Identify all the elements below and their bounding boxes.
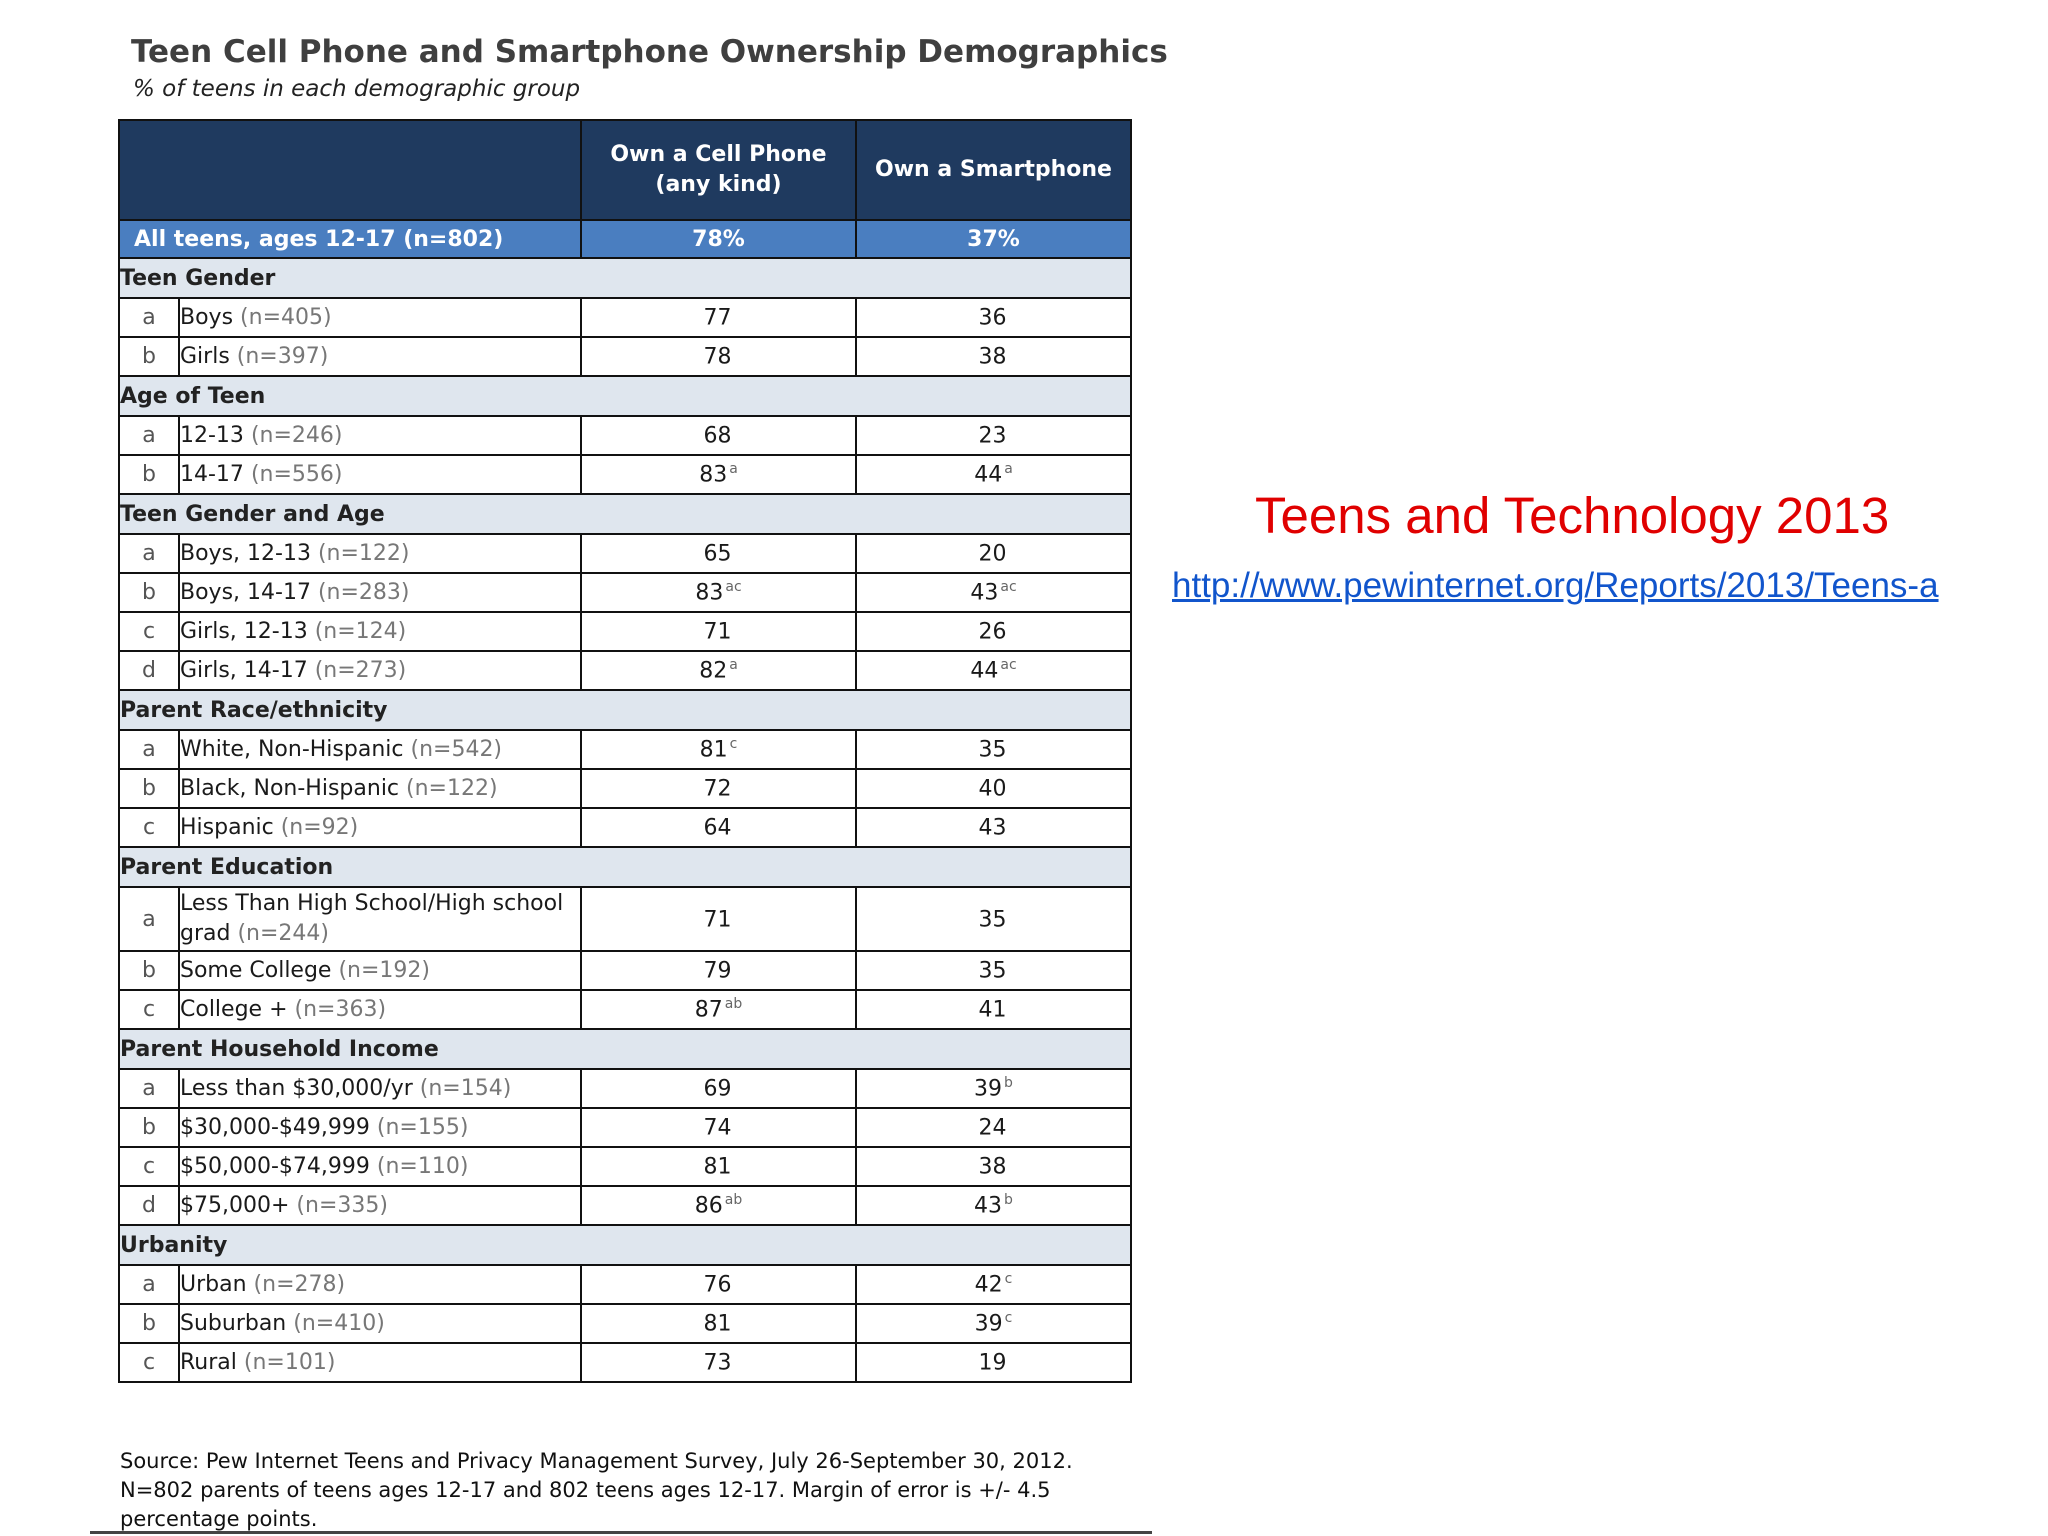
row-sample-size: (n=122) bbox=[317, 540, 410, 566]
cell-phone-value: 72 bbox=[703, 776, 732, 802]
row-label: Less than $30,000/yr bbox=[180, 1075, 413, 1101]
row-label: Boys bbox=[180, 304, 234, 330]
smartphone-value-cell bbox=[856, 769, 1131, 808]
section-title: Parent Household Income bbox=[119, 1029, 1131, 1069]
row-sample-size: (n=283) bbox=[317, 579, 410, 605]
row-letter: c bbox=[119, 612, 179, 651]
row-label-cell bbox=[179, 730, 581, 769]
row-sample-size: (n=397) bbox=[236, 343, 329, 369]
significance-superscript: ab bbox=[724, 996, 743, 1013]
row-sample-size: (n=101) bbox=[243, 1349, 336, 1375]
cell-phone-value: 68 bbox=[703, 423, 732, 449]
smartphone-value-cell bbox=[856, 455, 1131, 494]
cell-phone-value-cell bbox=[581, 951, 856, 990]
cell-phone-value: 78 bbox=[703, 344, 732, 370]
table-row bbox=[119, 298, 1131, 337]
smartphone-value-cell bbox=[856, 1343, 1131, 1382]
significance-superscript: a bbox=[729, 461, 738, 478]
cell-phone-value: 65 bbox=[703, 541, 732, 567]
row-label-cell bbox=[179, 769, 581, 808]
section-title: Age of Teen bbox=[119, 376, 1131, 416]
significance-superscript: b bbox=[1004, 1192, 1013, 1209]
row-letter: a bbox=[119, 887, 179, 951]
row-label-cell bbox=[179, 1108, 581, 1147]
row-sample-size: (n=246) bbox=[250, 422, 343, 448]
row-label: Girls, 14-17 bbox=[180, 657, 308, 683]
row-letter: c bbox=[119, 1343, 179, 1382]
smartphone-value: 43 bbox=[974, 1193, 1003, 1219]
row-label: Hispanic bbox=[180, 814, 274, 840]
table-row bbox=[119, 1343, 1131, 1382]
cell-phone-value-cell bbox=[581, 769, 856, 808]
row-label: Girls, 12-13 bbox=[180, 618, 308, 644]
cell-phone-value: 81 bbox=[703, 1311, 732, 1337]
row-sample-size: (n=92) bbox=[280, 814, 359, 840]
smartphone-value-cell bbox=[856, 990, 1131, 1029]
section-header-row bbox=[119, 847, 1131, 887]
smartphone-value: 43 bbox=[978, 815, 1007, 841]
table-row bbox=[119, 951, 1131, 990]
cell-phone-value-cell bbox=[581, 298, 856, 337]
smartphone-value: 40 bbox=[978, 776, 1007, 802]
row-label: Boys, 12-13 bbox=[180, 540, 311, 566]
cell-phone-value: 81 bbox=[699, 737, 728, 763]
cell-phone-value: 71 bbox=[703, 619, 732, 645]
smartphone-value: 43 bbox=[970, 580, 999, 606]
smartphone-value-cell bbox=[856, 416, 1131, 455]
row-label: White, Non-Hispanic bbox=[180, 736, 404, 762]
row-label: $50,000-$74,999 bbox=[180, 1153, 370, 1179]
row-label-cell bbox=[179, 612, 581, 651]
row-sample-size: (n=124) bbox=[314, 618, 407, 644]
cell-phone-value-cell bbox=[581, 1108, 856, 1147]
smartphone-value-cell bbox=[856, 1108, 1131, 1147]
cell-phone-value-cell bbox=[581, 612, 856, 651]
significance-superscript: a bbox=[1004, 461, 1013, 478]
row-label-cell bbox=[179, 808, 581, 847]
table-row bbox=[119, 337, 1131, 376]
smartphone-value-cell bbox=[856, 573, 1131, 612]
table-row bbox=[119, 808, 1131, 847]
row-label-cell bbox=[179, 573, 581, 612]
cell-phone-value: 69 bbox=[703, 1076, 732, 1102]
smartphone-value: 24 bbox=[978, 1115, 1007, 1141]
row-label-cell bbox=[179, 1265, 581, 1304]
cell-phone-value-cell bbox=[581, 1186, 856, 1225]
row-label: Suburban bbox=[180, 1310, 287, 1336]
cell-phone-value: 74 bbox=[703, 1115, 732, 1141]
row-label-cell bbox=[179, 416, 581, 455]
significance-superscript: ac bbox=[1000, 657, 1017, 674]
significance-superscript: c bbox=[729, 736, 738, 753]
row-sample-size: (n=363) bbox=[294, 996, 387, 1022]
row-label: College + bbox=[180, 996, 288, 1022]
row-label: $30,000-$49,999 bbox=[180, 1114, 370, 1140]
row-sample-size: (n=335) bbox=[296, 1192, 388, 1218]
row-label: 14-17 bbox=[180, 461, 244, 487]
row-label-cell bbox=[179, 455, 581, 494]
smartphone-value: 23 bbox=[978, 423, 1007, 449]
smartphone-value: 35 bbox=[978, 907, 1007, 933]
cell-phone-value: 64 bbox=[703, 815, 732, 841]
row-label-cell bbox=[179, 651, 581, 690]
cell-phone-value-cell bbox=[581, 416, 856, 455]
column-header-cell-phone: Own a Cell Phone (any kind) bbox=[581, 120, 856, 220]
row-sample-size: (n=154) bbox=[419, 1075, 512, 1101]
smartphone-value: 35 bbox=[978, 958, 1007, 984]
table-row bbox=[119, 1069, 1131, 1108]
row-letter: a bbox=[119, 730, 179, 769]
smartphone-value: 36 bbox=[978, 305, 1007, 331]
row-sample-size: (n=278) bbox=[253, 1271, 346, 1297]
cell-phone-value-cell bbox=[581, 730, 856, 769]
cell-phone-value-cell bbox=[581, 573, 856, 612]
row-letter: c bbox=[119, 990, 179, 1029]
row-label-cell bbox=[179, 1343, 581, 1382]
row-letter: d bbox=[119, 651, 179, 690]
section-header-row bbox=[119, 690, 1131, 730]
cell-phone-value-cell bbox=[581, 455, 856, 494]
row-sample-size: (n=192) bbox=[338, 957, 431, 983]
row-label-cell bbox=[179, 951, 581, 990]
cell-phone-value: 87 bbox=[694, 997, 723, 1023]
row-letter: a bbox=[119, 298, 179, 337]
row-letter: c bbox=[119, 808, 179, 847]
cell-phone-value: 83 bbox=[695, 580, 724, 606]
row-label-cell bbox=[179, 990, 581, 1029]
smartphone-value-cell bbox=[856, 612, 1131, 651]
column-header-smartphone: Own a Smartphone bbox=[856, 120, 1131, 220]
smartphone-value-cell bbox=[856, 1265, 1131, 1304]
smartphone-value: 44 bbox=[974, 462, 1003, 488]
cell-phone-value: 79 bbox=[703, 958, 732, 984]
cell-phone-value-cell bbox=[581, 651, 856, 690]
slide-heading: Teens and Technology 2013 bbox=[1255, 487, 1890, 544]
row-label-cell bbox=[179, 1069, 581, 1108]
row-sample-size: (n=122) bbox=[406, 775, 498, 801]
row-sample-size: (n=110) bbox=[376, 1153, 469, 1179]
row-label-cell bbox=[179, 1147, 581, 1186]
row-letter: b bbox=[119, 337, 179, 376]
cell-phone-value-cell bbox=[581, 990, 856, 1029]
section-header-row bbox=[119, 258, 1131, 298]
significance-superscript: b bbox=[1004, 1075, 1013, 1092]
row-sample-size: (n=155) bbox=[376, 1114, 469, 1140]
cell-phone-value-cell bbox=[581, 1304, 856, 1343]
row-label: Boys, 14-17 bbox=[180, 579, 311, 605]
smartphone-value-cell bbox=[856, 1304, 1131, 1343]
cell-phone-value-cell bbox=[581, 808, 856, 847]
smartphone-value: 20 bbox=[978, 541, 1007, 567]
report-link[interactable]: http://www.pewinternet.org/Reports/2013/Teens-a bbox=[1172, 566, 1939, 605]
significance-superscript: ab bbox=[724, 1192, 743, 1209]
row-sample-size: (n=273) bbox=[314, 657, 407, 683]
row-label-cell bbox=[179, 1186, 581, 1225]
source-note: Source: Pew Internet Teens and Privacy Management Survey, July 26-September 30, 2012. N=802 parents of teens ages 12-17 and 802 teens ages 12-17. Margin of error is +/- 4.5 percentage points. bbox=[120, 1449, 1073, 1531]
table-row bbox=[119, 1186, 1131, 1225]
table-row bbox=[119, 416, 1131, 455]
significance-superscript: c bbox=[1004, 1310, 1013, 1327]
table-body bbox=[119, 220, 1131, 1382]
smartphone-value: 42 bbox=[974, 1272, 1003, 1298]
table-row bbox=[119, 534, 1131, 573]
smartphone-value: 38 bbox=[978, 344, 1007, 370]
row-label-cell bbox=[179, 887, 581, 951]
row-sample-size: (n=556) bbox=[250, 461, 343, 487]
table-row bbox=[119, 1108, 1131, 1147]
section-header-row bbox=[119, 1029, 1131, 1069]
row-label: Girls bbox=[180, 343, 230, 369]
figure-title: Teen Cell Phone and Smartphone Ownership Demographics bbox=[131, 34, 1168, 70]
row-label-cell bbox=[179, 1304, 581, 1343]
smartphone-value-cell bbox=[856, 298, 1131, 337]
table-row bbox=[119, 573, 1131, 612]
section-title: Teen Gender bbox=[119, 258, 1131, 298]
row-label: 12-13 bbox=[180, 422, 244, 448]
smartphone-value-cell bbox=[856, 1069, 1131, 1108]
bottom-rule bbox=[90, 1531, 1152, 1534]
smartphone-value-cell bbox=[856, 887, 1131, 951]
cell-phone-value-cell bbox=[581, 337, 856, 376]
section-title: Parent Race/ethnicity bbox=[119, 690, 1131, 730]
table-row bbox=[119, 887, 1131, 951]
section-title: Teen Gender and Age bbox=[119, 494, 1131, 534]
table-row bbox=[119, 1147, 1131, 1186]
table-row bbox=[119, 651, 1131, 690]
row-label: $75,000+ bbox=[180, 1192, 290, 1218]
row-letter: b bbox=[119, 951, 179, 990]
row-sample-size: (n=405) bbox=[240, 304, 332, 330]
smartphone-value-cell bbox=[856, 1186, 1131, 1225]
header-blank-cell bbox=[119, 120, 581, 220]
significance-superscript: a bbox=[729, 657, 738, 674]
significance-superscript: ac bbox=[1000, 579, 1017, 596]
smartphone-value: 39 bbox=[974, 1076, 1003, 1102]
smartphone-value: 26 bbox=[978, 619, 1007, 645]
row-letter: b bbox=[119, 1108, 179, 1147]
ownership-table bbox=[118, 119, 1132, 1383]
section-title: Urbanity bbox=[119, 1225, 1131, 1265]
cell-phone-value: 71 bbox=[703, 907, 732, 933]
smartphone-value: 19 bbox=[978, 1350, 1007, 1376]
section-header-row bbox=[119, 1225, 1131, 1265]
row-letter: a bbox=[119, 534, 179, 573]
smartphone-value: 41 bbox=[978, 997, 1007, 1023]
table-row bbox=[119, 455, 1131, 494]
cell-phone-value: 82 bbox=[699, 658, 728, 684]
cell-phone-value-cell bbox=[581, 1069, 856, 1108]
significance-superscript: c bbox=[1004, 1271, 1013, 1288]
table-row bbox=[119, 769, 1131, 808]
all-teens-smart-value: 37% bbox=[856, 220, 1131, 258]
row-label: Urban bbox=[180, 1271, 247, 1297]
row-label-cell bbox=[179, 534, 581, 573]
cell-phone-value: 86 bbox=[694, 1193, 723, 1219]
smartphone-value: 35 bbox=[978, 737, 1007, 763]
row-label-cell bbox=[179, 337, 581, 376]
table-row bbox=[119, 730, 1131, 769]
row-letter: a bbox=[119, 416, 179, 455]
section-title: Parent Education bbox=[119, 847, 1131, 887]
cell-phone-value-cell bbox=[581, 534, 856, 573]
row-label-cell bbox=[179, 298, 581, 337]
row-letter: b bbox=[119, 455, 179, 494]
table-header-row bbox=[119, 120, 1131, 220]
smartphone-value-cell bbox=[856, 1147, 1131, 1186]
row-letter: d bbox=[119, 1186, 179, 1225]
all-teens-label: All teens, ages 12-17 (n=802) bbox=[119, 220, 581, 258]
smartphone-value-cell bbox=[856, 534, 1131, 573]
cell-phone-value-cell bbox=[581, 887, 856, 951]
smartphone-value: 44 bbox=[970, 658, 999, 684]
all-teens-row bbox=[119, 220, 1131, 258]
row-letter: c bbox=[119, 1147, 179, 1186]
smartphone-value-cell bbox=[856, 951, 1131, 990]
cell-phone-value-cell bbox=[581, 1265, 856, 1304]
table-row bbox=[119, 990, 1131, 1029]
all-teens-cell-value: 78% bbox=[581, 220, 856, 258]
cell-phone-value: 76 bbox=[703, 1272, 732, 1298]
row-sample-size: (n=244) bbox=[237, 921, 330, 946]
table-row bbox=[119, 612, 1131, 651]
row-sample-size: (n=542) bbox=[410, 736, 503, 762]
smartphone-value: 39 bbox=[974, 1311, 1003, 1337]
cell-phone-value-cell bbox=[581, 1147, 856, 1186]
row-letter: b bbox=[119, 769, 179, 808]
row-letter: a bbox=[119, 1265, 179, 1304]
cell-phone-value: 77 bbox=[703, 305, 732, 331]
smartphone-value-cell bbox=[856, 730, 1131, 769]
cell-phone-value-cell bbox=[581, 1343, 856, 1382]
section-header-row bbox=[119, 494, 1131, 534]
smartphone-value-cell bbox=[856, 651, 1131, 690]
table-row bbox=[119, 1304, 1131, 1343]
row-label: Less Than High School/High school grad bbox=[180, 891, 564, 946]
smartphone-value-cell bbox=[856, 337, 1131, 376]
row-letter: b bbox=[119, 573, 179, 612]
cell-phone-value: 73 bbox=[703, 1350, 732, 1376]
row-sample-size: (n=410) bbox=[293, 1310, 385, 1336]
section-header-row bbox=[119, 376, 1131, 416]
cell-phone-value: 81 bbox=[703, 1154, 732, 1180]
row-label: Black, Non-Hispanic bbox=[180, 775, 400, 801]
row-letter: a bbox=[119, 1069, 179, 1108]
table-row bbox=[119, 1265, 1131, 1304]
row-label: Some College bbox=[180, 957, 332, 983]
row-label: Rural bbox=[180, 1349, 237, 1375]
smartphone-value: 38 bbox=[978, 1154, 1007, 1180]
significance-superscript: ac bbox=[725, 579, 742, 596]
figure-subtitle: % of teens in each demographic group bbox=[133, 76, 581, 102]
cell-phone-value: 83 bbox=[699, 462, 728, 488]
row-letter: b bbox=[119, 1304, 179, 1343]
smartphone-value-cell bbox=[856, 808, 1131, 847]
